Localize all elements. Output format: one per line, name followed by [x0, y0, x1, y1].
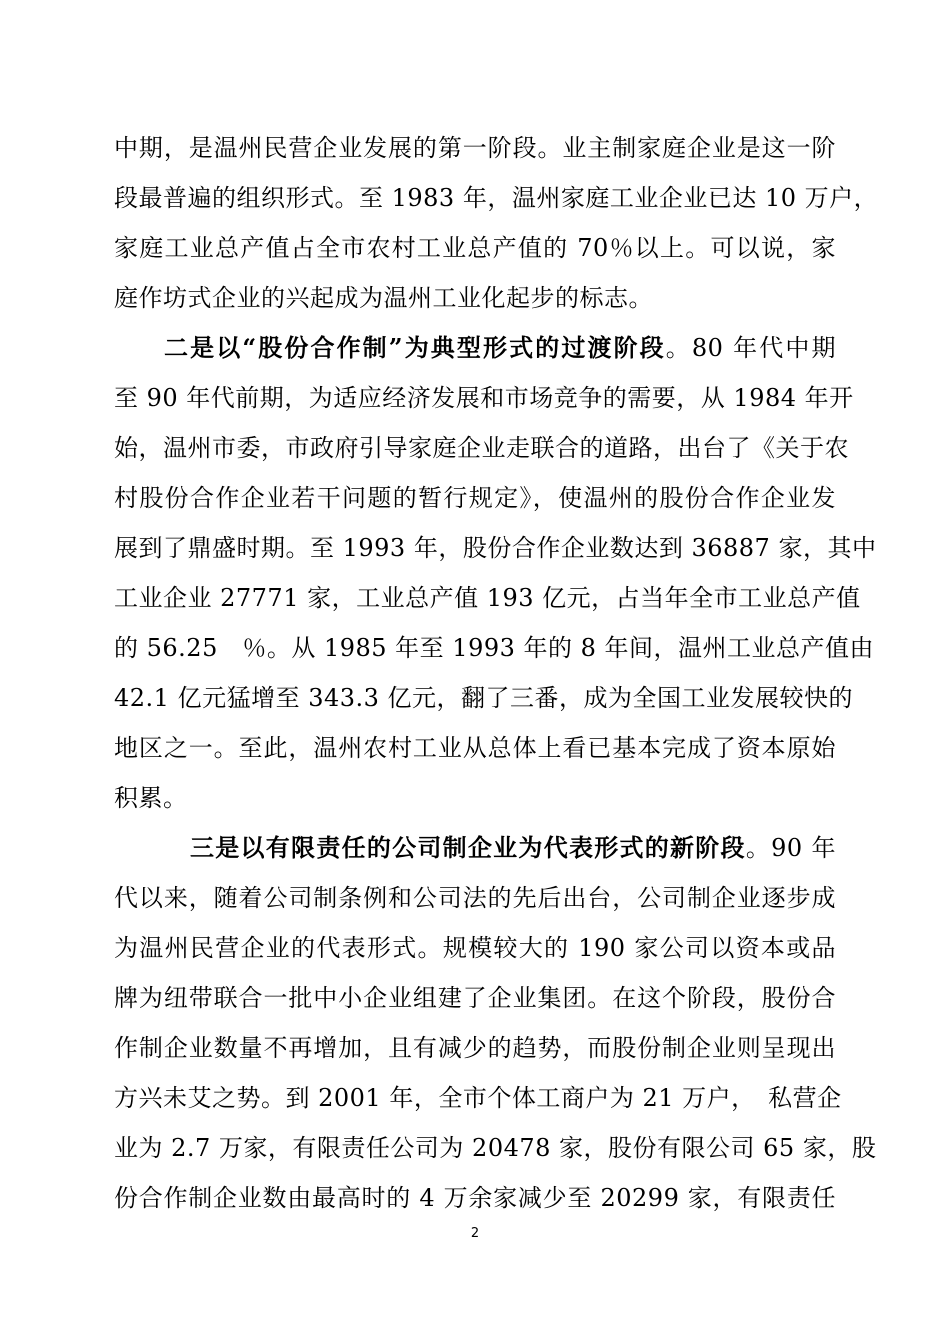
- text-line: 至 90 年代前期，为适应经济发展和市场竞争的需要，从 1984 年开: [114, 384, 854, 412]
- paragraph-first-line: [164, 331, 836, 365]
- text-line: 方兴未艾之势。到 2001 年，全市个体工商户为 21 万户， 私营企: [114, 1084, 842, 1112]
- text-line: 地区之一。至此，温州农村工业从总体上看已基本完成了资本原始: [114, 734, 836, 762]
- text-span: 。80 年代中期: [665, 334, 837, 362]
- text-line: 家庭工业总产值占全市农村工业总产值的 70％以上。可以说，家: [114, 234, 836, 262]
- paragraph-heading: 二是以“股份合作制”为典型形式的过渡阶段: [164, 333, 666, 362]
- paragraph-first-line: [190, 831, 836, 865]
- text-line: 段最普遍的组织形式。至 1983 年，温州家庭工业企业已达 10 万户，: [114, 184, 879, 212]
- text-line: 工业企业 27771 家，工业总产值 193 亿元，占当年全市工业总产值: [114, 584, 861, 612]
- text-line: 份合作制企业数由最高时的 4 万余家减少至 20299 家，有限责任: [114, 1184, 836, 1212]
- text-line: 为温州民营企业的代表形式。规模较大的 190 家公司以资本或品: [114, 934, 836, 962]
- text-line: 积累。: [114, 784, 188, 812]
- text-line: 中期，是温州民营企业发展的第一阶段。业主制家庭企业是这一阶: [114, 134, 836, 162]
- text-line: 展到了鼎盛时期。至 1993 年，股份合作企业数达到 36887 家，其中: [114, 534, 877, 562]
- text-line: 代以来，随着公司制条例和公司法的先后出台，公司制企业逐步成: [114, 884, 836, 912]
- page-number: 2: [470, 1226, 480, 1241]
- text-line: 业为 2.7 万家，有限责任公司为 20478 家，股份有限公司 65 家，股: [114, 1134, 877, 1162]
- text-line: 的 56.25 ％。从 1985 年至 1993 年的 8 年间，温州工业总产值由: [114, 634, 875, 662]
- text-span: 。90 年: [745, 834, 837, 862]
- text-line: 始，温州市委，市政府引导家庭企业走联合的道路，出台了《关于农: [114, 434, 849, 462]
- text-line: 村股份合作企业若干问题的暂行规定》，使温州的股份合作企业发: [114, 484, 836, 512]
- text-line: 作制企业数量不再增加，且有减少的趋势，而股份制企业则呈现出: [114, 1034, 836, 1062]
- text-line: 42.1 亿元猛增至 343.3 亿元，翻了三番，成为全国工业发展较快的: [114, 684, 854, 712]
- text-line: 牌为纽带联合一批中小企业组建了企业集团。在这个阶段，股份合: [114, 984, 836, 1012]
- paragraph-heading: 三是以有限责任的公司制企业为代表形式的新阶段: [190, 833, 746, 862]
- text-line: 庭作坊式企业的兴起成为温州工业化起步的标志。: [114, 284, 653, 312]
